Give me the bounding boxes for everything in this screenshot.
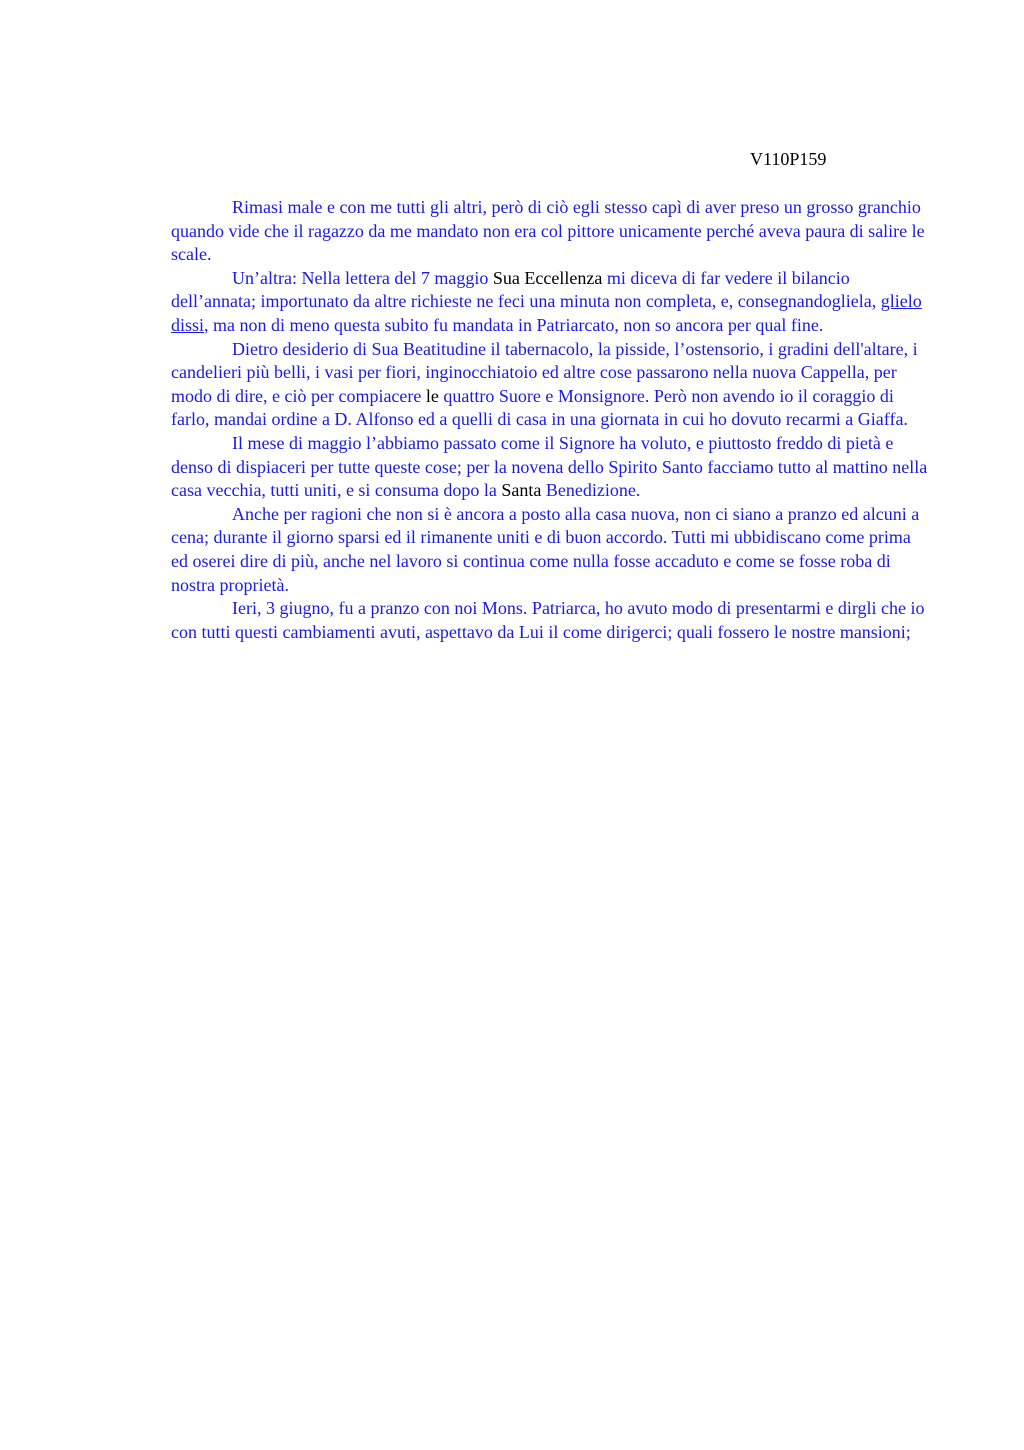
paragraph-5-text: Anche per ragioni che non si è ancora a posto alla casa nuova, non ci siano a pranzo ed alcuni a cena; durante il giorno sparsi ed il rimanente uniti e di buon accordo. Tutti mi ubbidiscano come prima ed oserei dire di più, anche nel lavoro si continua come nulla fosse accaduto e come se fosse roba di nostra proprietà. <box>171 503 920 595</box>
paragraph-1-text: Rimasi male e con me tutti gli altri, però di ciò egli stesso capì di aver preso un grosso granchio quando vide che il ragazzo da me mandato non era col pittore unicamente perché aveva paura di salire le scale. <box>171 197 925 265</box>
paragraph-6 <box>171 597 931 644</box>
paragraph-1 <box>171 196 931 267</box>
black-text-santa: Santa <box>501 480 542 501</box>
underlined-text: glielo dissi <box>171 291 922 335</box>
paragraph-5 <box>171 503 931 597</box>
paragraph-3 <box>171 338 931 432</box>
black-text-sua-eccellenza: Sua Eccellenza <box>492 267 603 288</box>
paragraph-2-part-a: Un’altra: Nella lettera del 7 maggio <box>232 267 493 288</box>
paragraph-3-part-c: quattro Suore e Monsignore. Però non avendo io il coraggio di farlo, mandai ordine a D. Alfonso ed a quelli di casa in una giornata in cui ho dovuto recarmi a Giaffa. <box>171 385 908 430</box>
paragraph-6-text: Ieri, 3 giugno, fu a pranzo con noi Mons. Patriarca, ho avuto modo di presentarmi e dirgli che io con tutti questi cambiamenti avuti, aspettavo da Lui il come dirigerci; quali fossero le nostre mansioni; <box>171 598 925 642</box>
paragraph-4 <box>171 432 931 503</box>
paragraph-4-part-a: Il mese di maggio l’abbiamo passato come il Signore ha voluto, e piuttosto freddo di pietà e denso di dispiaceri per tutte queste cose; per la novena dello Spirito Santo facciamo tutto al mattino nella casa vecchia, tutti uniti, e si consuma dopo la <box>171 432 928 501</box>
paragraph-2 <box>171 267 931 338</box>
paragraph-3-part-a: Dietro desiderio di Sua Beatitudine il tabernacolo, la pisside, l’ostensorio, i gradini dell'altare, i candelieri più belli, i vasi per fiori, inginocchiatoio ed altre cose passarono nella nuova Cappella, per modo di dire, e ciò per compiacere <box>171 338 918 406</box>
paragraph-4-part-c: Benedizione. <box>541 480 641 501</box>
black-text-le: le <box>425 385 439 406</box>
document-body <box>171 196 931 644</box>
paragraph-2-part-e: , ma non di meno questa subito fu mandata in Patriarcato, non so ancora per qual fine. <box>204 314 824 335</box>
page-id: V110P159 <box>750 149 827 169</box>
paragraph-2-part-c: mi diceva di far vedere il bilancio dell’annata; importunato da altre richieste ne feci una minuta non completa, e, consegnandogliela, <box>171 267 881 312</box>
